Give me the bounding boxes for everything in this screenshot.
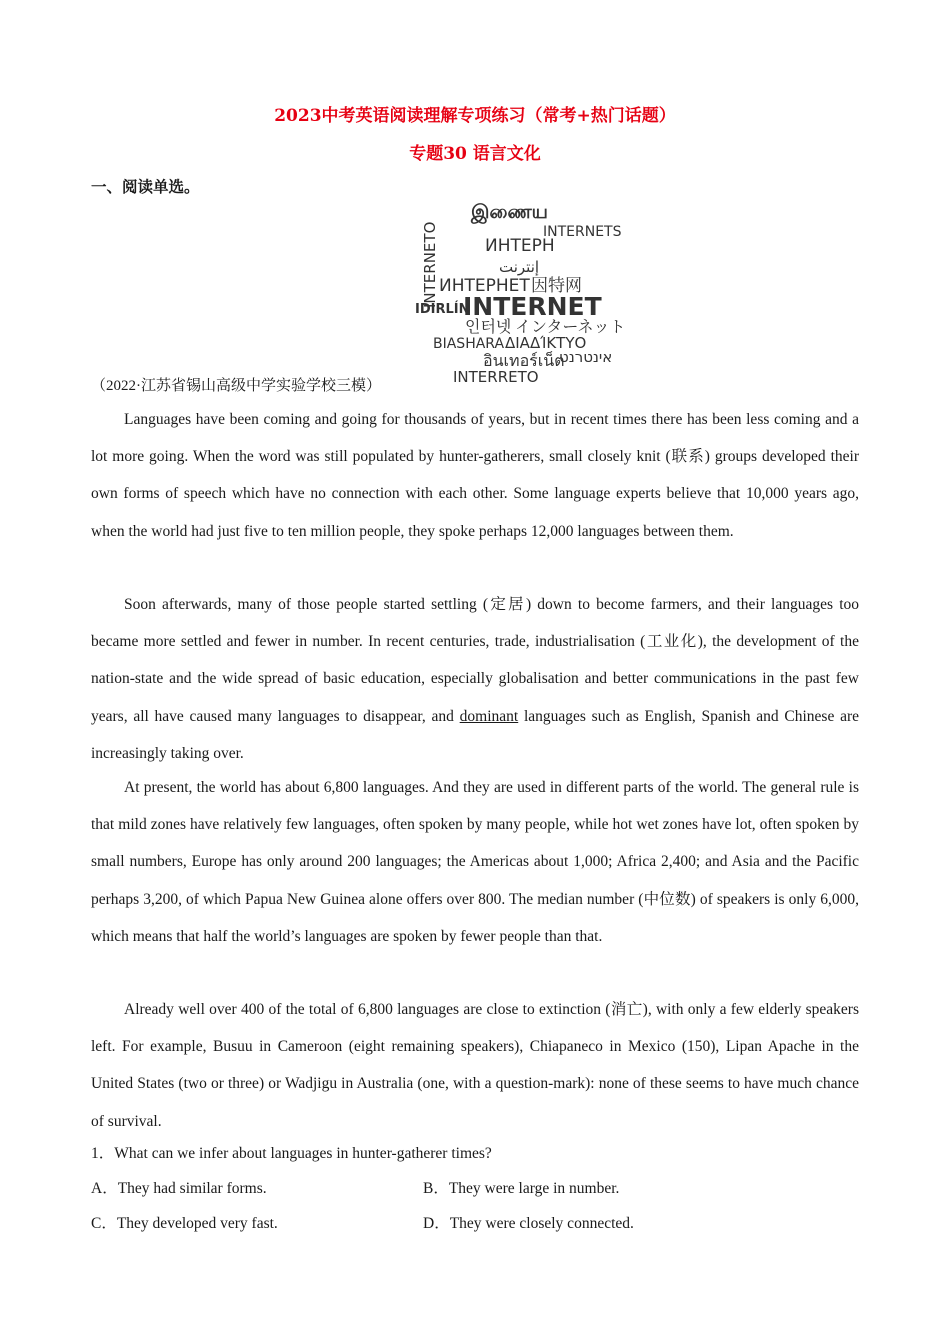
internet-word-collage-image	[413, 196, 623, 384]
collage-word: 인터넷	[465, 317, 512, 336]
collage-word: ИНТЕРНЕТ	[439, 276, 530, 296]
passage-paragraph-1: Languages have been coming and going for thousands of years, but in recent times there has been less coming and a lot more going. When the word was still populated by hunter-gatherers, small closely knit (联系) groups developed their own forms of speech which have no connection with each other. Some language experts believe that 10,000 years ago, when the world had just five to ten million people, they spoke perhaps 12,000 languages between them.	[91, 411, 859, 540]
collage-word: 因特网	[531, 276, 582, 296]
paragraph-text: Soon afterwards, many of those people started settling (定居) down to become farmers, and their languages too became more settled and fewer in number. In recent centuries, trade, industrialisation (工业化), the development of the nation-state and the wide spread of basic education, especially globalisation and better communications in the past few years, all have caused many languages to disappear, and	[91, 596, 859, 725]
collage-word: อินเทอร์เน็ต	[483, 351, 565, 370]
collage-word: INTERNETO	[421, 221, 439, 308]
collage-word: INTERNET	[463, 292, 602, 321]
passage-paragraph-3: At present, the world has about 6,800 languages. And they are used in different parts of the world. The general rule is that mild zones have relatively few languages, often spoken by many people, while hot wet zones have lot, often spoken by small numbers, Europe has only around 200 languages; the Americas about 1,000; Africa 2,400; and Asia and the Pacific perhaps 3,200, of which Papua New Guinea alone offers over 800. The median number (中位数) of speakers is only 6,000, which means that half the world’s languages are spoken by fewer people than that.	[91, 779, 859, 945]
collage-word: إنترنت	[499, 258, 540, 276]
collage-word: இணைய	[471, 201, 548, 223]
page-title: 2023中考英语阅读理解专项练习（常考+热门话题）	[274, 106, 676, 126]
option-b: B．They were large in number.	[423, 1180, 620, 1197]
collage-word: INTERRETO	[453, 368, 539, 384]
collage-word: ΔΙΑΔΊΚΤΥΟ	[505, 334, 587, 352]
option-d: D．They were closely connected.	[423, 1215, 634, 1232]
collage-word: IDIRLÍN	[415, 302, 470, 317]
passage-paragraph-4: Already well over 400 of the total of 6,800 languages are close to extinction (消亡), with only a few elderly speakers left. For example, Busuu in Cameroon (eight remaining speakers), Chiapaneco in Mexico (150), Lipan Apache in the United States (two or three) or Wadjigu in Australia (one, with a question-mark): none of these seems to have much chance of survival.	[91, 1001, 859, 1130]
underlined-word: dominant	[459, 707, 519, 725]
collage-word: אינטרנט	[559, 348, 613, 366]
paragraph-text: languages such as English, Spanish and Chinese are increasingly taking over.	[91, 707, 859, 762]
section-heading: 一、阅读单选。	[91, 177, 200, 196]
option-c: C．They developed very fast.	[91, 1215, 278, 1232]
option-a: A．They had similar forms.	[91, 1180, 267, 1197]
collage-word: ИНТЕРН	[485, 236, 555, 256]
question-stem: 1．What can we infer about languages in hunter-gatherer times?	[91, 1145, 492, 1162]
source-citation: （2022·江苏省锡山高级中学实验学校三模）	[91, 378, 381, 394]
page-subtitle: 专题30 语言文化	[409, 144, 541, 164]
passage-paragraph-2	[91, 586, 859, 772]
collage-word: INTERNETS	[543, 224, 622, 240]
collage-word: BIASHARA	[433, 336, 505, 352]
collage-word: インターネット	[515, 317, 623, 336]
